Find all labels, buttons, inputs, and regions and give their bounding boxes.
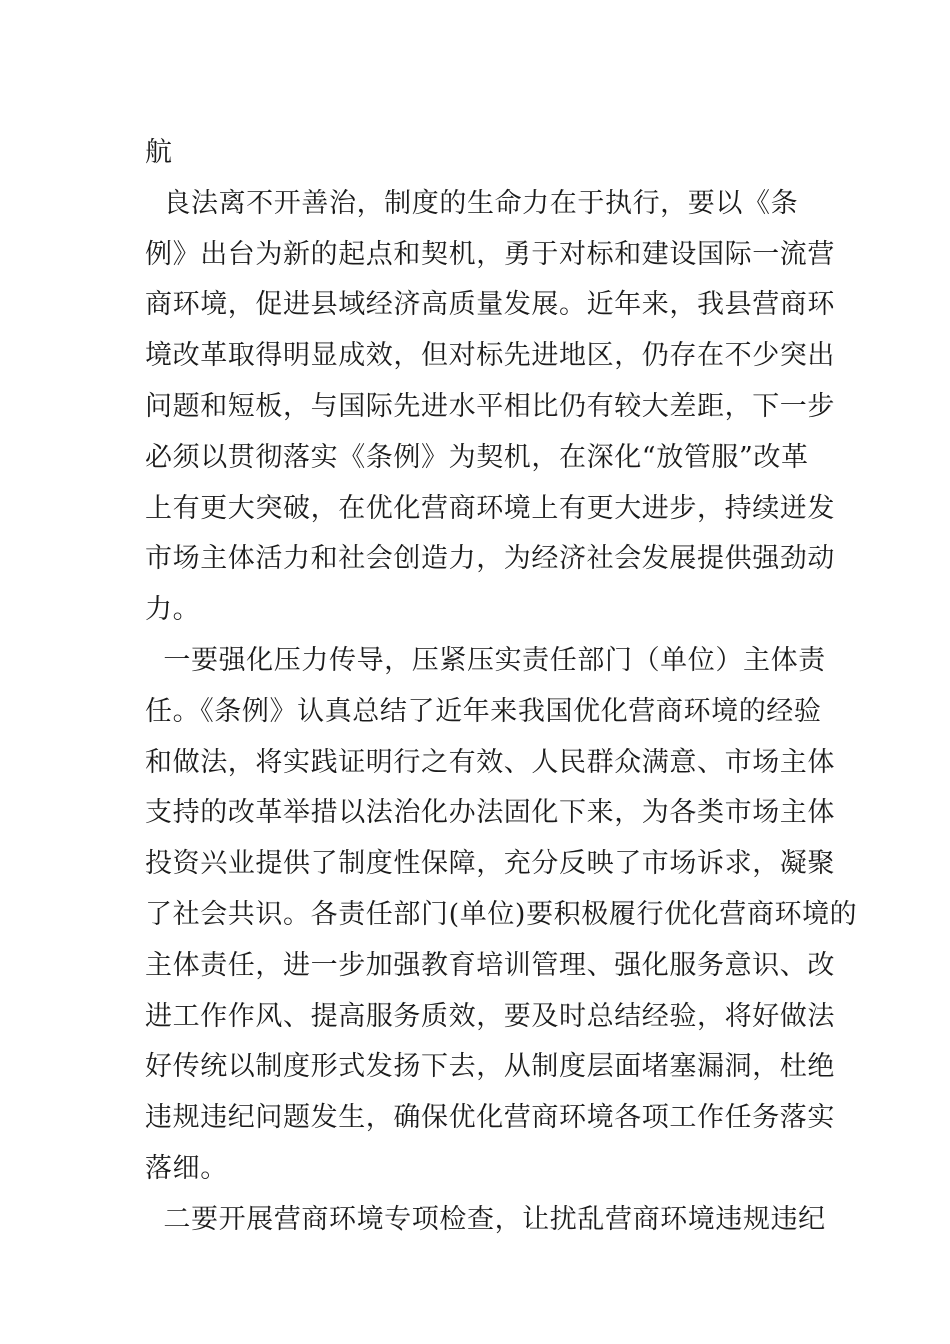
text-line: 商环境，促进县域经济高质量发展。近年来，我县营商环 [145,289,835,321]
text-line: 境改革取得明显成效，但对标先进地区，仍存在不少突出 [145,340,835,372]
text-line: 主体责任，进一步加强教育培训管理、强化服务意识、改 [145,949,835,981]
text-line: 了社会共识。各责任部门(单位)要积极履行优化营商环境的 [145,898,858,930]
text-line: 好传统以制度形式发扬下去，从制度层面堵塞漏洞，杜绝 [145,1051,835,1083]
text-line: 力。 [145,594,201,626]
text-line: 违规违纪问题发生，确保优化营商环境各项工作任务落实 [145,1102,835,1134]
body-text [145,128,858,1246]
text-line: 进工作作风、提高服务质效，要及时总结经验，将好做法 [145,1000,835,1032]
text-line: 投资兴业提供了制度性保障，充分反映了市场诉求，凝聚 [145,848,835,880]
text-line: 二要开展营商环境专项检查，让扰乱营商环境违规违纪 [145,1203,826,1235]
text-line: 上有更大突破，在优化营商环境上有更大进步，持续迸发 [145,492,835,524]
text-line: 和做法，将实践证明行之有效、人民群众满意、市场主体 [145,746,835,778]
text-line: 例》出台为新的起点和契机，勇于对标和建设国际一流营 [145,238,835,270]
text-line: 落细。 [145,1152,228,1184]
text-line: 任。《条例》认真总结了近年来我国优化营商环境的经验 [145,695,822,727]
text-line: 一要强化压力传导，压紧压实责任部门（单位）主体责 [145,644,826,676]
text-line: 问题和短板，与国际先进水平相比仍有较大差距，下一步 [145,390,835,422]
text-line: 市场主体活力和社会创造力，为经济社会发展提供强劲动 [145,543,835,575]
text-line: 良法离不开善治，制度的生命力在于执行，要以《条 [145,187,799,219]
text-line: 航 [145,137,173,168]
text-line: 必须以贯彻落实《条例》为契机，在深化“放管服”改革 [145,441,809,473]
text-line: 支持的改革举措以法治化办法固化下来，为各类市场主体 [145,797,835,829]
